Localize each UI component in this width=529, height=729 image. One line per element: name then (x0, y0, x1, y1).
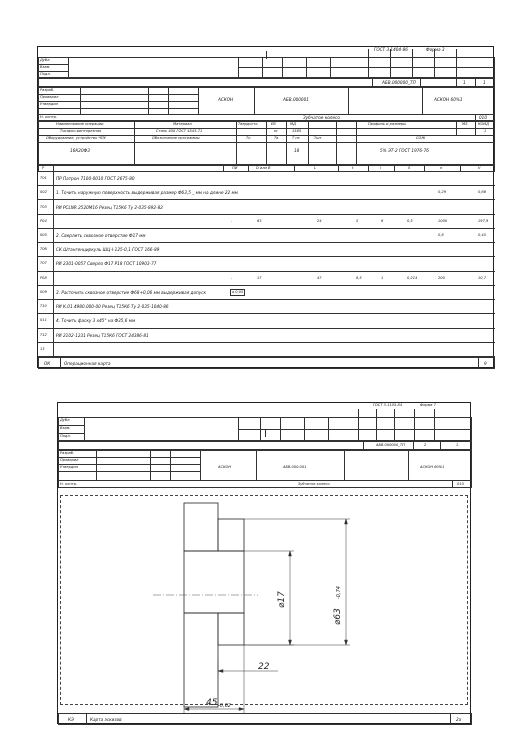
sheet-number: 1 (463, 80, 466, 85)
profile-header: Профиль и размеры (368, 122, 407, 126)
operation-row (38, 243, 495, 257)
document-row (38, 78, 495, 87)
row-number: 011 (40, 318, 47, 323)
coolant-value: 5% ЭТ-2 ГОСТ 1976-76 (380, 148, 429, 153)
footer-code: ОК (44, 361, 51, 366)
row-text: ПР Патрон 7100-0010 ГОСТ 2675-80 (56, 176, 135, 182)
footer-page: 9 (484, 361, 487, 366)
to-header: То (246, 136, 251, 140)
body-middle (184, 551, 244, 613)
tolerance-frame: ⌀ 0,05 (232, 290, 244, 295)
sheet-count: 1 (483, 80, 486, 85)
col-s: S (408, 166, 411, 170)
row-number: Р08 (40, 275, 47, 280)
podl-label: Подл. (60, 434, 71, 438)
vzam-label: Взам. (60, 426, 71, 430)
code-label: 010 (479, 115, 487, 120)
outer-diameter-tolerance: -0,74 (336, 586, 342, 599)
row-text: 2. Сверлить сквозное отверстие Ф17 мм (56, 233, 146, 239)
row-value-d: 63 (257, 218, 262, 223)
tv-header: Тв (274, 136, 279, 140)
row-value-t: 8,5 (356, 275, 362, 280)
developer-label: Разраб. (40, 88, 55, 92)
row-value-n2: 200 (438, 275, 445, 280)
row-text: 4. Точить фаску 3 х45° на Ф35,6 мм (56, 318, 136, 324)
tpz-header: Т пз (292, 136, 300, 140)
row-value-i: 1 (381, 275, 384, 280)
operation-row (38, 257, 495, 271)
row-value-v2: 10,7 (478, 275, 487, 280)
part-name: Зубчатое колесо (303, 115, 340, 120)
row-text: 1. Точить наружную поверхность выдерживая размер Ф63,5 _ мм на длине 22 мм (56, 190, 238, 196)
row-text: РИ 2301-0057 Сверло Ф17 Р18 ГОСТ 10903-77 (56, 261, 157, 267)
hardness-header: Твердость (238, 122, 258, 126)
row-number: Т07 (40, 261, 47, 266)
form-label: Форма 3 (426, 47, 445, 52)
part-number: АБВ.000.001 (283, 465, 307, 469)
operation-row (38, 314, 495, 328)
doc-number: АБВ.000000_ТП (382, 80, 416, 85)
material-header: Материал (173, 122, 192, 126)
row-number: Т12 (40, 332, 47, 337)
operation-row (38, 272, 495, 286)
row-number: Т06 (40, 247, 47, 252)
operation-row (38, 200, 495, 214)
row-number: Т03 (40, 204, 47, 209)
footer-page: 2а (456, 717, 462, 722)
md-header: МД (290, 122, 296, 126)
row-value-d: 17 (257, 275, 262, 280)
operation-row (38, 172, 495, 186)
sheet-count: 1 (456, 443, 459, 447)
row-value-l: 47 (317, 275, 322, 280)
dubl-label: Дубл. (40, 58, 51, 62)
row-text: РИ PCLNR 2520М16 Резец Т15К6 Ту 2-035-892-82 (56, 204, 163, 210)
op-name-value: Токарно-винторезная (60, 129, 102, 133)
developer-label: Разраб. (60, 451, 75, 455)
approval-block (38, 87, 495, 121)
row-text: 3. Расточить сквозное отверстие Ф68+0,06 мм выдерживая допуск (56, 289, 207, 295)
program-header: Обозначение программы (152, 136, 200, 140)
doc-number: АБВ.000000_ТП (376, 443, 405, 447)
row-number: 005 (40, 233, 47, 238)
operation-row (38, 329, 495, 343)
sheet-number: 2 (424, 443, 427, 447)
row-value-i: 6 (381, 218, 384, 223)
row-number: 002 (40, 190, 47, 195)
code-label: 010 (457, 482, 464, 486)
checker-label: Проверил (60, 458, 79, 462)
koid-header: КОИД (478, 122, 489, 126)
col-pi: ПИ (232, 166, 238, 170)
row-value-sv: 0,5 (407, 218, 413, 223)
part-sketch (58, 403, 472, 725)
total-length-label: 45 (206, 698, 218, 708)
flange-top (184, 503, 218, 551)
material-value: Сталь 40Х ГОСТ 4543-71 (156, 129, 203, 133)
ev-value: кг (274, 129, 279, 133)
row-text: СК Штангенциркуль ШЦ-I-125-0,1 ГОСТ 166-89 (56, 247, 160, 253)
organization: АСКОН (218, 97, 234, 102)
flange-bottom (184, 613, 218, 707)
col-n: n (440, 166, 443, 170)
ev-header: ЕВ (271, 122, 276, 126)
organization-right: АСКОН 60%1 (420, 465, 445, 469)
operation-row (38, 229, 495, 243)
outer-diameter-label: ⌀63 (333, 608, 343, 625)
row-number: Т01 (40, 176, 47, 181)
vzam-label: Взам. (40, 65, 51, 69)
operation-card (37, 46, 494, 368)
mz-header: МЗ (462, 122, 468, 126)
row-number: 009 (40, 289, 47, 294)
row-text: РИ К.01.4980.000-00 Резец Т15К6 Ту 2-035-1040-86 (56, 304, 169, 310)
footer-title: Операционная карта (64, 361, 111, 366)
row-value-pi: - (231, 275, 233, 280)
row-value-pi: - (231, 218, 233, 223)
row-value-v: 0,66 (478, 190, 487, 195)
footer-title: Карта эскизов (90, 717, 122, 722)
row-value-n2: 1000 (438, 218, 448, 223)
col-t: t (352, 166, 354, 170)
operation-rows (38, 172, 495, 357)
row-value-sv: 0,214 (407, 275, 418, 280)
operation-row (38, 343, 495, 357)
coolant-header: СОЖ (416, 136, 426, 140)
row-number: 13 (40, 346, 45, 351)
length-label: 22 (258, 662, 270, 672)
approver-label: Утвердил (40, 102, 59, 106)
organization-right: АСКОН 60%1 (434, 97, 463, 102)
tpz-value: 18 (294, 148, 300, 153)
operation-row (38, 300, 495, 314)
standard-label: ГОСТ 3.1105-84 (373, 403, 403, 407)
col-d: D или В (256, 166, 271, 170)
part-number: АБВ.000001 (283, 97, 309, 102)
row-number: Р04 (40, 218, 47, 223)
col-v: V (478, 166, 481, 170)
operation-row (38, 286, 495, 300)
total-length-tolerance: -0,62 (218, 703, 231, 709)
bore-diameter-label: ⌀17 (277, 591, 287, 608)
equipment-header: Оборудование, устройство ЧПУ (46, 136, 106, 140)
row-text: РИ 2102-1231 Резец Т15К6 ГОСТ 24386-81 (56, 332, 149, 338)
row-value-s: 0,8 (438, 233, 444, 238)
row-value-t: 5 (356, 218, 359, 223)
operation-row (38, 186, 495, 200)
checker-label: Проверил (40, 95, 59, 99)
standard-label: ГОСТ 3.1404-86 (374, 47, 408, 52)
row-number: Т10 (40, 304, 47, 309)
op-name-header: Наименование операции (56, 122, 104, 126)
tsht-header: Тшт (314, 136, 322, 140)
part-name: Зубчатое колесо (298, 482, 330, 486)
dubl-label: Дубл. (60, 418, 71, 422)
koid-value: 1 (484, 129, 487, 133)
norm-control-label: Н. контр. (60, 482, 78, 486)
row-value-v2: 197,9 (478, 218, 489, 223)
footer-code: КЭ (68, 717, 74, 722)
row-value-l: 24 (317, 218, 322, 223)
col-p: Р (42, 166, 45, 170)
organization: АСКОН (218, 465, 232, 469)
norm-control-label: Н. контр. (40, 115, 58, 119)
col-i: i (380, 166, 381, 170)
row-value-s: 0,29 (438, 190, 447, 195)
sketch-card (57, 402, 471, 724)
hub-top (218, 519, 244, 551)
md-value: 1585 (292, 129, 302, 133)
podl-label: Подл. (40, 72, 51, 76)
operation-row (38, 215, 495, 229)
col-l: L (314, 166, 317, 170)
approver-label: Утвердил (60, 465, 79, 469)
hub-bottom (218, 613, 244, 645)
row-value-v: 0,45 (478, 233, 487, 238)
form-label: Форма 7 (420, 403, 436, 407)
machine-model: 16К20Ф3 (70, 148, 90, 153)
